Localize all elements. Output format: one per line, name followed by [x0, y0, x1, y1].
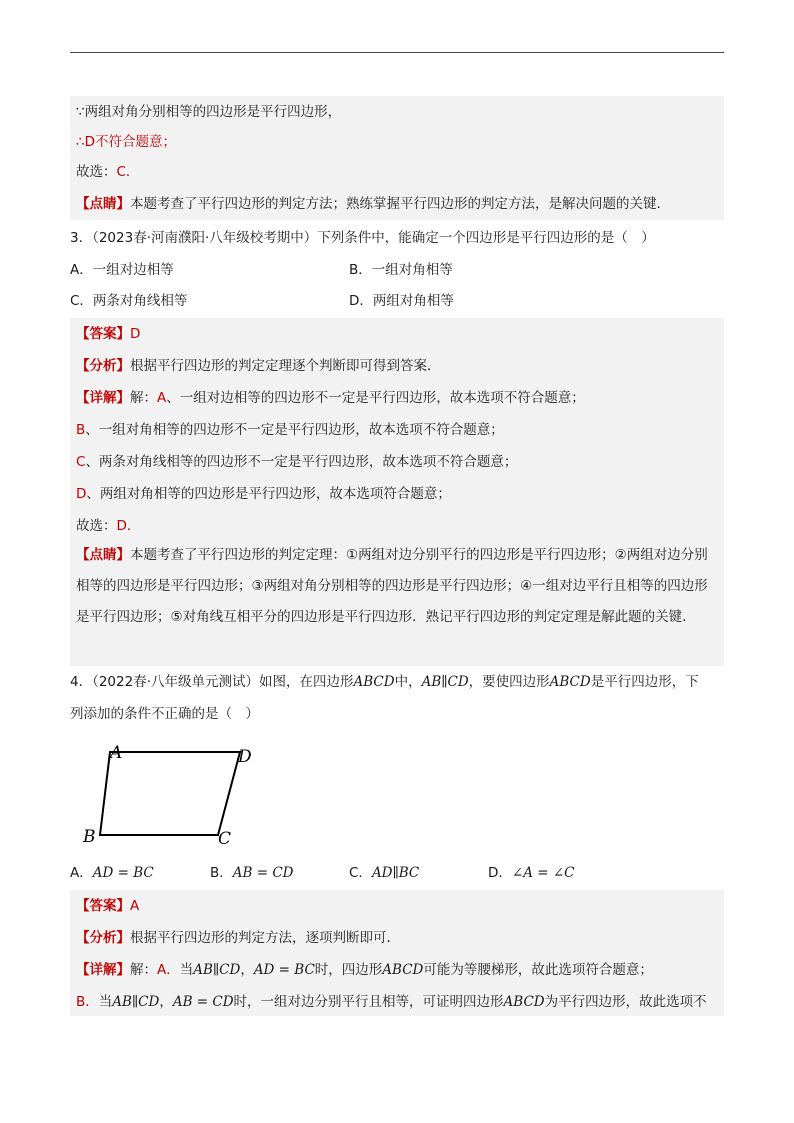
detail-text: 、两条对角线相等的四边形不一定是平行四边形，故本选项不符合题意；	[85, 454, 518, 470]
solution-line: ∵两组对角分别相等的四边形是平行四边形，	[76, 104, 342, 120]
detail-math: ABCD	[503, 994, 545, 1010]
detail-text: 、一组对角相等的四边形不一定是平行四边形，故本选项不符合题意；	[85, 422, 504, 438]
answer-tag: 【答案】	[76, 898, 130, 914]
q3-option-b: B．一组对角相等	[349, 262, 453, 278]
choose-line	[76, 516, 140, 536]
analysis-text: 根据平行四边形的判定定理逐个判断即可得到答案．	[130, 358, 441, 374]
detail-line	[76, 484, 451, 504]
detail-text: ，	[159, 994, 173, 1010]
option-letter: C	[76, 454, 86, 470]
option-math: ∠A = ∠C	[511, 865, 575, 881]
detail-line	[76, 992, 707, 1012]
option-math: AB = CD	[232, 865, 294, 881]
detail-text: 可能为等腰梯形，故此选项符合题意；	[423, 962, 653, 978]
option-letter: B	[76, 422, 86, 438]
option-letter: B．	[76, 994, 99, 1010]
q4-option-c	[349, 863, 419, 883]
detail-math: ABCD	[382, 962, 424, 978]
option-label: D．	[488, 865, 512, 881]
detail-text: ，	[240, 962, 254, 978]
q3-option-a: A．一组对边相等	[70, 262, 174, 278]
detail-math: AD = BC	[253, 962, 315, 978]
detail-prefix: 解：	[130, 962, 157, 978]
question-4-stem-line1	[70, 672, 699, 692]
detail-line	[76, 960, 653, 980]
analysis-text: 根据平行四边形的判定方法，逐项判断即可．	[130, 930, 400, 946]
stem-text: 中，	[394, 674, 422, 690]
q4-option-b	[210, 863, 293, 883]
solution-line: ∴D不符合题意；	[76, 134, 176, 150]
detail-text: 时，四边形	[314, 962, 383, 978]
choose-label: 故选：	[76, 518, 117, 534]
math-ab-parallel-cd: AB∥CD	[421, 674, 469, 690]
math-abcd: ABCD	[549, 674, 591, 690]
vertex-d-label: D	[238, 747, 252, 767]
detail-prefix: 解：	[130, 390, 157, 406]
detail-math: AB∥CD	[112, 994, 160, 1010]
stem-text: ，要使四边形	[468, 674, 550, 690]
solution-block-q2	[70, 96, 724, 220]
remark-line	[76, 194, 670, 214]
header-rule	[70, 52, 724, 53]
option-letter: A．	[157, 962, 180, 978]
choose-label: 故选：	[76, 164, 117, 180]
answer-line	[76, 896, 139, 916]
detail-text: 当	[179, 962, 194, 978]
detail-text: 为平行四边形，故此选项不	[544, 994, 707, 1010]
option-math: AD = BC	[92, 865, 154, 881]
option-letter: A	[157, 390, 167, 406]
analysis-tag: 【分析】	[76, 358, 130, 374]
vertex-b-label: B	[83, 827, 96, 847]
vertex-c-label: C	[218, 829, 232, 849]
detail-line	[76, 452, 517, 472]
detail-text: 、一组对边相等的四边形不一定是平行四边形，故本选项不符合题意；	[166, 390, 585, 406]
question-4-stem-line2: 列添加的条件不正确的是（ ）	[70, 706, 259, 722]
option-label: A．	[70, 865, 93, 881]
remark-tag: 【点睛】	[76, 196, 130, 212]
q3-option-c: C．两条对角线相等	[70, 293, 188, 309]
detail-tag: 【详解】	[76, 390, 130, 406]
math-abcd: ABCD	[353, 674, 395, 690]
detail-tag: 【详解】	[76, 962, 130, 978]
analysis-line	[76, 356, 441, 376]
remark-tag: 【点睛】	[76, 547, 130, 563]
answer-value: A	[130, 898, 140, 914]
option-label: C．	[349, 865, 372, 881]
detail-text: 当	[98, 994, 113, 1010]
detail-math: AB∥CD	[193, 962, 241, 978]
analysis-line	[76, 928, 400, 948]
analysis-tag: 【分析】	[76, 930, 130, 946]
answer-line	[76, 324, 140, 344]
parallelogram-figure	[78, 738, 278, 850]
stem-text: 是平行四边形，下	[590, 674, 699, 690]
solution-block-q4	[70, 890, 724, 1016]
detail-line	[76, 388, 585, 408]
stem-text: 4．（2022春·八年级单元测试）如图，在四边形	[70, 674, 354, 690]
q4-option-a	[70, 863, 154, 883]
detail-text: 时，一组对边分别平行且相等，可证明四边形	[233, 994, 504, 1010]
parallelogram-shape	[100, 752, 240, 835]
detail-text: 、两组对角相等的四边形是平行四边形，故本选项符合题意；	[86, 486, 451, 502]
remark-text: 本题考查了平行四边形的判定定理：①两组对边分别平行的四边形是平行四边形；②两组对边分别相等的四边形是平行四边形；③两组对角分别相等的四边形是平行四边形；④一组对边平行且相等的四边形是平行四边形；⑤对角线互相平分的四边形是平行四边形．熟记平行四边形的判定定理是解此题的关键．	[76, 547, 708, 625]
vertex-a-label: A	[110, 743, 123, 763]
option-math: AD∥BC	[371, 865, 420, 881]
detail-math: AB = CD	[172, 994, 234, 1010]
answer-value: D	[130, 326, 141, 342]
remark-paragraph	[76, 540, 720, 633]
option-label: B．	[210, 865, 233, 881]
remark-text: 本题考查了平行四边形的判定方法；熟练掌握平行四边形的判定方法，是解决问题的关键．	[130, 196, 670, 212]
question-3-stem: 3．（2023春·河南濮阳·八年级校考期中）下列条件中，能确定一个四边形是平行四边形的是（ ）	[70, 230, 655, 246]
detail-line	[76, 420, 504, 440]
choose-answer: D．	[116, 518, 141, 534]
q4-option-d	[488, 863, 575, 883]
option-letter: D	[76, 486, 87, 502]
answer-tag: 【答案】	[76, 326, 130, 342]
choose-line	[76, 162, 139, 182]
choose-answer: C．	[116, 164, 140, 180]
q3-option-d: D．两组对角相等	[349, 293, 454, 309]
